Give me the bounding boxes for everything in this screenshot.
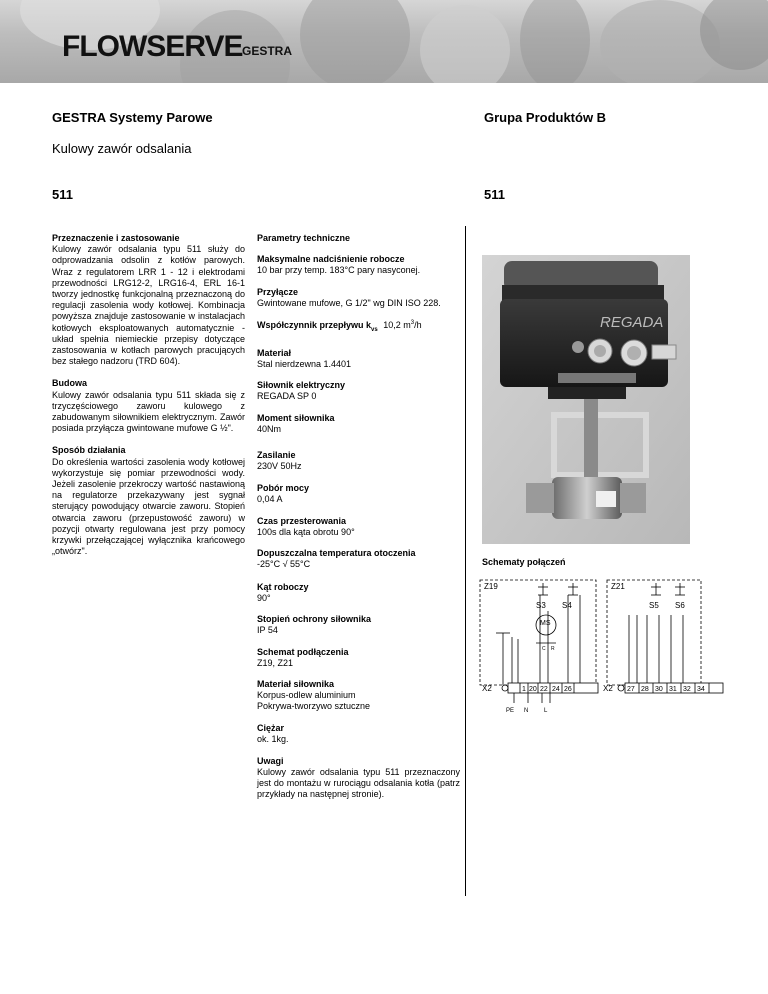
param-ambient-temp — [257, 548, 460, 570]
param-value: -25°C √ 55°C — [257, 559, 311, 569]
param-title: Materiał siłownika — [257, 679, 335, 689]
section-title: Przeznaczenie i zastosowanie — [52, 233, 180, 243]
param-material — [257, 348, 460, 370]
param-title: Schemat podłączenia — [257, 647, 349, 657]
section-text: Do określenia wartości zasolenia wody kotłowej wykorzystuje się pomiar przewodności wody. Jeżeli zasolenie przekroczy wartość nastawioną na regulatorze przekazywany jest sygnał sterujący powodujący otwarcie zaworu. Stopień otwarcia zaworu (przepustowość zaworu) w pozycji otwarty regulowana jest przy pomocy krzywki przełączającej wyłącznika krańcowego „otwórz". — [52, 456, 245, 557]
param-title: Pobór mocy — [257, 483, 310, 493]
z19-switch-s3: S3 — [536, 601, 546, 610]
param-title: Przyłącze — [257, 287, 299, 297]
param-value: 90° — [257, 593, 271, 603]
z19-pe: PE — [506, 708, 515, 714]
description-column — [52, 233, 245, 568]
header-banner — [0, 0, 768, 83]
z19-switch-s4: S4 — [562, 601, 572, 610]
param-title: Dopuszczalna temperatura otoczenia — [257, 548, 416, 558]
param-actuator — [257, 380, 460, 402]
param-value: ok. 1kg. — [257, 734, 289, 744]
param-protection — [257, 614, 460, 636]
param-value — [383, 320, 421, 330]
param-value-tail: /h — [414, 320, 422, 330]
z19-motor: MS — [540, 620, 551, 627]
param-value: 230V 50Hz — [257, 461, 302, 471]
regada-label: REGADA — [600, 314, 664, 331]
z19-l: L — [544, 708, 548, 714]
param-value: IP 54 — [257, 625, 278, 635]
section-operation — [52, 445, 245, 557]
param-flow-coefficient — [257, 318, 467, 336]
param-connection — [257, 287, 460, 309]
param-value: Stal nierdzewna 1.4401 — [257, 359, 352, 369]
param-torque — [257, 413, 460, 435]
section-title: Sposób działania — [52, 445, 126, 456]
param-title: Stopień ochrony siłownika — [257, 614, 372, 624]
wiring-diagrams-title: Schematy połączeń — [482, 557, 566, 567]
param-value: Gwintowane mufowe, G 1/2" wg DIN ISO 228. — [257, 298, 441, 308]
param-value-sup: 3 — [410, 320, 415, 326]
tech-params-heading-wrap — [257, 233, 460, 244]
product-group-title: Grupa Produktów B — [484, 110, 607, 125]
z19-terminal: 24 — [552, 686, 560, 693]
param-angle — [257, 582, 460, 604]
z21-terminal: 31 — [669, 686, 677, 693]
param-actuator-material — [257, 679, 460, 712]
param-value: Korpus-odlew aluminium — [257, 690, 356, 700]
param-value: REGADA SP 0 — [257, 391, 317, 401]
z21-terminal: 27 — [627, 686, 635, 693]
z19-terminal: 1 — [522, 686, 526, 693]
tech-params-heading: Parametry techniczne — [257, 233, 351, 243]
z19-terminal: 22 — [540, 686, 548, 693]
section-application — [52, 233, 245, 367]
z19-x2: X2 — [482, 684, 492, 693]
z21-terminal: 34 — [697, 686, 705, 693]
param-title — [257, 320, 378, 333]
param-title: Siłownik elektryczny — [257, 380, 346, 390]
z19-label: Z19 — [484, 582, 498, 591]
param-wiring — [257, 647, 460, 669]
product-photo — [482, 255, 690, 544]
param-value: 40Nm — [257, 424, 282, 434]
param-current — [257, 483, 460, 505]
param-title: Kąt roboczy — [257, 582, 309, 592]
param-value: Kulowy zawór odsalania typu 511 przeznaczony jest do montażu w rurociągu odsalania kotła (patrz przykłady na następnej stronie). — [257, 767, 460, 799]
param-value: Z19, Z21 — [257, 658, 294, 668]
param-title: Zasilanie — [257, 450, 296, 460]
param-title: Maksymalne nadciśnienie robocze — [257, 254, 405, 264]
z21-switch-s5: S5 — [649, 601, 659, 610]
param-supply — [257, 450, 460, 472]
param-stroke-time — [257, 516, 460, 538]
z19-terminal: 26 — [564, 686, 572, 693]
section-title: Budowa — [52, 378, 87, 389]
param-title-sub: vs — [371, 326, 378, 333]
param-value: 0,04 A — [257, 494, 283, 504]
product-subtitle: Kulowy zawór odsalania — [52, 141, 192, 156]
z21-terminal: 32 — [683, 686, 691, 693]
param-title: Uwagi — [257, 756, 284, 766]
z21-terminal: 28 — [641, 686, 649, 693]
param-value: 100s dla kąta obrotu 90° — [257, 527, 355, 537]
gestra-logo: GESTRA — [242, 44, 293, 58]
flowserve-logo: FLOWSERVE — [62, 30, 243, 63]
company-title: GESTRA Systemy Parowe — [52, 110, 213, 125]
z21-switch-s6: S6 — [675, 601, 685, 610]
section-text: Kulowy zawór odsalania typu 511 składa się z trzyczęściowego zaworu kulowego z zabudowanym siłownikiem elektrycznym. Zawór posiada przyłącza gwintowane mufowe G ½". — [52, 389, 245, 434]
param-title: Ciężar — [257, 723, 285, 733]
section-construction — [52, 378, 245, 434]
z19-cap-r: R — [551, 646, 555, 652]
z21-terminal: 30 — [655, 686, 663, 693]
wiring-diagram-z21 — [603, 577, 727, 722]
param-title: Czas przesterowania — [257, 516, 347, 526]
param-pressure — [257, 254, 460, 276]
param-weight — [257, 723, 460, 745]
param-title-text: Współczynnik przepływu k — [257, 320, 372, 330]
product-number-right: 511 — [484, 187, 505, 202]
z19-cap-c: C — [542, 646, 546, 652]
param-title: Moment siłownika — [257, 413, 335, 423]
z21-x2: X2 — [603, 684, 613, 693]
param-value: Pokrywa-tworzywo sztuczne — [257, 701, 371, 711]
product-number-left: 511 — [52, 187, 73, 202]
z19-terminal: 20 — [529, 686, 537, 693]
z19-n: N — [524, 708, 529, 714]
param-title: Materiał — [257, 348, 292, 358]
section-text: Kulowy zawór odsalania typu 511 służy do odprowadzania odsolin z kotłów parowych. Wraz z regulatorem LRR 1 - 12 i elektrodami przewodności LRG12-2, LRG16-4, ERL 16-1 tworzy jednostkę funkcjonalną przeznaczoną do regulacji zasolenia wody kotłowej. Kombinacja powyższa znajduje zastosowanie w instalacjach kotłowych eksploatowanych automatycznie - układ spełnia niemieckie przepisy dotyczące zastosowania w kotłach parowych pracujących bez stałego nadzoru (TRD 604). — [52, 244, 245, 367]
z21-label: Z21 — [611, 582, 625, 591]
param-notes — [257, 756, 460, 800]
param-value-text: 10,2 m — [383, 320, 411, 330]
column-divider — [465, 226, 466, 896]
wiring-diagram-z19 — [476, 577, 600, 722]
param-value: 10 bar przy temp. 183°C pary nasyconej. — [257, 265, 421, 275]
